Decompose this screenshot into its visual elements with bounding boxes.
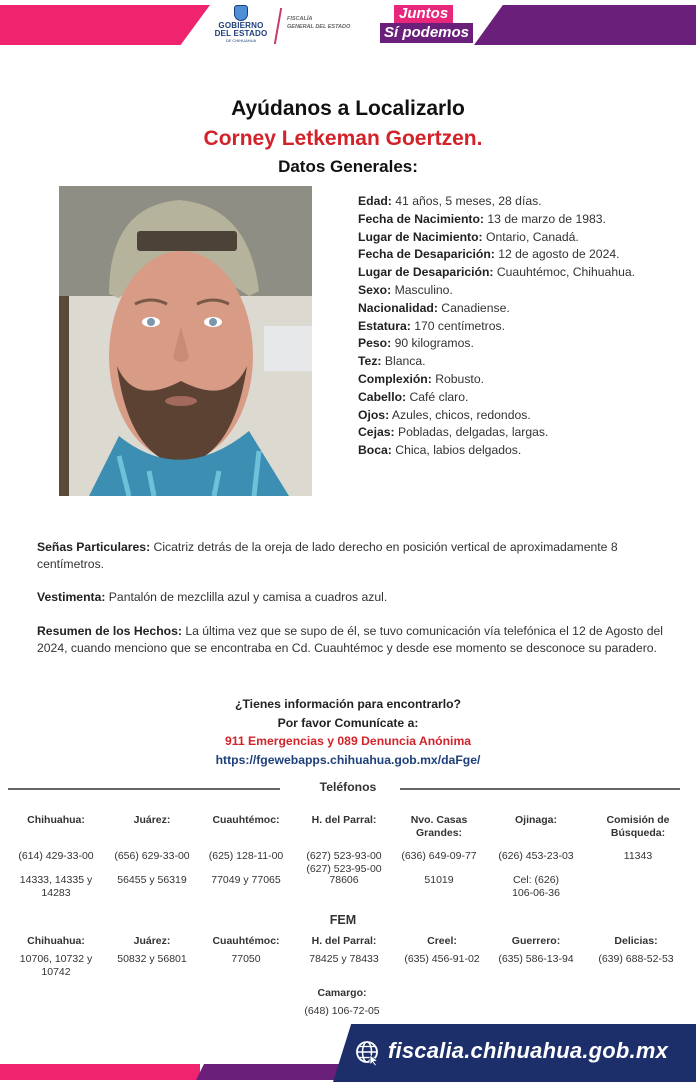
phone-column-ojinaga: [488, 814, 584, 900]
column-header: Nvo. Casas Grandes:: [410, 814, 468, 839]
phone-column-juarez: [104, 814, 200, 887]
fem-column-guerrero: [488, 935, 584, 966]
shield-icon: [234, 5, 248, 21]
detail-complexion: [358, 371, 658, 389]
detail-label: Lugar de Nacimiento:: [358, 229, 483, 244]
detail-value: Blanca.: [381, 354, 426, 369]
phone-column-cuauhtemoc: [198, 814, 294, 887]
phone-number: (625) 128-11-00: [208, 850, 284, 862]
detail-fecha-desaparicion: [358, 246, 658, 264]
detail-peso: [358, 335, 658, 353]
vestimenta-value: Pantalón de mezclilla azul y camisa a cuadros azul.: [105, 590, 388, 604]
phone-extension: 77049 y 77065: [211, 874, 281, 886]
logo-divider: [274, 8, 282, 44]
detail-cejas: [358, 424, 658, 442]
fem-column-cuauhtemoc: [198, 935, 294, 966]
detail-label: Sexo:: [358, 282, 392, 297]
column-header: Chihuahua:: [27, 935, 85, 947]
contact-please: Por favor Comunícate a:: [277, 715, 419, 730]
resumen-hechos: [37, 623, 665, 656]
footer-website-link[interactable]: fiscalia.chihuahua.gob.mx: [388, 1038, 669, 1063]
fem-value: (639) 688-52-53: [598, 953, 674, 965]
contact-section: [0, 695, 696, 769]
column-header: Comisión de Búsqueda:: [606, 814, 670, 839]
detail-label: Boca:: [358, 443, 392, 458]
person-photo-illustration: [59, 186, 312, 496]
fem-column-chihuahua: [8, 935, 104, 979]
detail-label: Ojos:: [358, 407, 390, 422]
fem-value: 50832 y 56801: [117, 953, 187, 965]
column-header: Juárez:: [133, 814, 171, 826]
phone-extension: 78606: [329, 874, 359, 886]
detail-estatura: [358, 318, 658, 336]
phone-column-chihuahua: [8, 814, 104, 900]
fem-value: (635) 456-91-02: [404, 953, 480, 965]
column-header: Guerrero:: [511, 935, 561, 947]
phone-extension: 14333, 14335 y 14283: [19, 874, 93, 899]
detail-label: Cabello:: [358, 389, 407, 404]
column-header: Creel:: [427, 935, 457, 947]
phone-number: (627) 523-93-00: [306, 850, 382, 862]
telefonos-header: [0, 779, 696, 797]
detail-fecha-nacimiento: [358, 211, 658, 229]
divider-right: [400, 788, 680, 790]
fem-value: 78425 y 78433: [309, 953, 379, 965]
resumen-label: Resumen de los Hechos:: [37, 624, 182, 638]
globe-icon: [355, 1040, 381, 1066]
section-title: Datos Generales:: [278, 157, 418, 176]
column-header: Cuauhtémoc:: [212, 935, 280, 947]
phone-extension: 51019: [424, 874, 454, 886]
column-header: Camargo:: [317, 987, 367, 999]
phone-column-comision-busqueda: [586, 814, 690, 863]
phone-number: (626) 453-23-03: [498, 850, 574, 862]
fem-column-creel: [394, 935, 490, 966]
header-purple-band: [474, 5, 696, 45]
slogan-line-2: Sí podemos: [380, 23, 473, 43]
detail-value: Masculino.: [391, 282, 453, 297]
slogan-line-1: Juntos: [394, 5, 453, 23]
detail-label: Edad:: [358, 194, 392, 208]
fem-title: FEM: [329, 913, 357, 927]
telefonos-title: Teléfonos: [319, 780, 377, 794]
phone-number: (636) 649-09-77: [401, 850, 477, 862]
gobierno-text-2: DEL ESTADO: [214, 29, 268, 38]
fem-column-delicias: [584, 935, 688, 966]
fem-column-juarez: [104, 935, 200, 966]
gobierno-text-3: DE CHIHUAHUA: [225, 38, 257, 43]
phone-column-parral: [296, 814, 392, 887]
phone-number: (627) 523-95-00: [306, 863, 382, 875]
column-header: Ojinaga:: [514, 814, 557, 826]
detail-ojos: [358, 407, 658, 425]
detail-label: Estatura:: [358, 318, 411, 333]
detail-value: Azules, chicos, redondos.: [389, 407, 531, 422]
fiscalia-text-1: FISCALÍA: [287, 16, 313, 22]
detail-value: Chica, labios delgados.: [391, 443, 522, 458]
person-name: Corney Letkeman Goertzen.: [203, 127, 483, 150]
slogan-logo: [380, 5, 476, 45]
detail-lugar-nacimiento: [358, 229, 658, 247]
column-header: H. del Parral:: [311, 935, 377, 947]
senas-particulares: [37, 539, 665, 572]
fiscalia-text-2: GENERAL DEL ESTADO: [287, 24, 351, 30]
detail-label: Lugar de Desaparición:: [358, 265, 494, 280]
detail-value: 90 kilogramos.: [391, 336, 474, 351]
phone-column-casas-grandes: [394, 814, 484, 887]
fem-value: (648) 106-72-05: [304, 1005, 380, 1017]
detail-label: Fecha de Nacimiento:: [358, 211, 484, 226]
detail-value: 41 años, 5 meses, 28 días.: [391, 194, 542, 208]
resumen-value: La última vez que se supo de él, se tuvo comunicación vía telefónica el 12 de Agosto del 2024, cuando menciono que se encontraba en Cd. Cuauhtémoc y desde ese momento se desconoce su paradero.: [37, 624, 663, 655]
fem-value: (635) 586-13-94: [498, 953, 574, 965]
detail-label: Cejas:: [358, 425, 395, 440]
report-url-link[interactable]: https://fgewebapps.chihuahua.gob.mx/daFge/: [215, 752, 481, 767]
detail-tez: [358, 353, 658, 371]
detail-value: 12 de agosto de 2024.: [494, 247, 620, 262]
detail-cabello: [358, 389, 658, 407]
phone-number: (614) 429-33-00: [18, 850, 94, 862]
vestimenta-label: Vestimenta:: [37, 590, 106, 604]
general-details: [358, 193, 658, 460]
column-header: H. del Parral:: [311, 814, 377, 826]
contact-question: ¿Tienes información para encontrarlo?: [235, 697, 461, 711]
header-banner: [0, 0, 696, 52]
detail-label: Nacionalidad:: [358, 300, 438, 315]
emergency-numbers: 911 Emergencias y 089 Denuncia Anónima: [224, 734, 472, 748]
detail-value: 13 de marzo de 1983.: [483, 211, 606, 226]
detail-label: Tez:: [358, 354, 382, 369]
detail-value: Robusto.: [431, 371, 484, 386]
detail-edad: [358, 193, 658, 211]
page-title: Ayúdanos a Localizarlo: [231, 97, 465, 120]
phone-number: (656) 629-33-00: [114, 850, 190, 862]
fem-column-camargo: [294, 987, 390, 1018]
phone-number: 11343: [623, 850, 653, 862]
detail-value: Café claro.: [406, 389, 469, 404]
detail-nacionalidad: [358, 300, 658, 318]
footer-purple-band: [196, 1064, 356, 1080]
detail-label: Peso:: [358, 336, 392, 351]
detail-value: 170 centímetros.: [410, 318, 505, 333]
detail-value: Canadiense.: [437, 300, 510, 315]
header-pink-band: [0, 5, 210, 45]
column-header: Chihuahua:: [27, 814, 85, 826]
detail-lugar-desaparicion: [358, 264, 658, 282]
phone-extension: 56455 y 56319: [117, 874, 187, 886]
footer-pink-band: [0, 1064, 200, 1080]
detail-label: Fecha de Desaparición:: [358, 247, 495, 262]
phone-extension: Cel: (626) 106-06-36: [512, 874, 560, 899]
detail-sexo: [358, 282, 658, 300]
column-header: Cuauhtémoc:: [212, 814, 280, 826]
vestimenta: [37, 589, 665, 606]
fem-value: 77050: [231, 953, 261, 965]
person-photo: [59, 186, 312, 496]
fem-column-parral: [296, 935, 392, 966]
fiscalia-logo: [287, 15, 350, 31]
gobierno-logo: [212, 5, 270, 47]
column-header: Delicias:: [614, 935, 658, 947]
detail-label: Complexión:: [358, 371, 432, 386]
detail-value: Pobladas, delgadas, largas.: [394, 425, 549, 440]
detail-boca: [358, 442, 658, 460]
gobierno-text-1: GOBIERNO: [218, 21, 264, 30]
senas-value: Cicatriz detrás de la oreja de lado derecho en posición vertical de aproximadamente 8 centímetros.: [37, 540, 618, 571]
column-header: Juárez:: [133, 935, 171, 947]
detail-value: Ontario, Canadá.: [482, 229, 579, 244]
detail-value: Cuauhtémoc, Chihuahua.: [493, 265, 636, 280]
fem-value: 10706, 10732 y 10742: [19, 953, 93, 978]
senas-label: Señas Particulares:: [37, 540, 151, 554]
